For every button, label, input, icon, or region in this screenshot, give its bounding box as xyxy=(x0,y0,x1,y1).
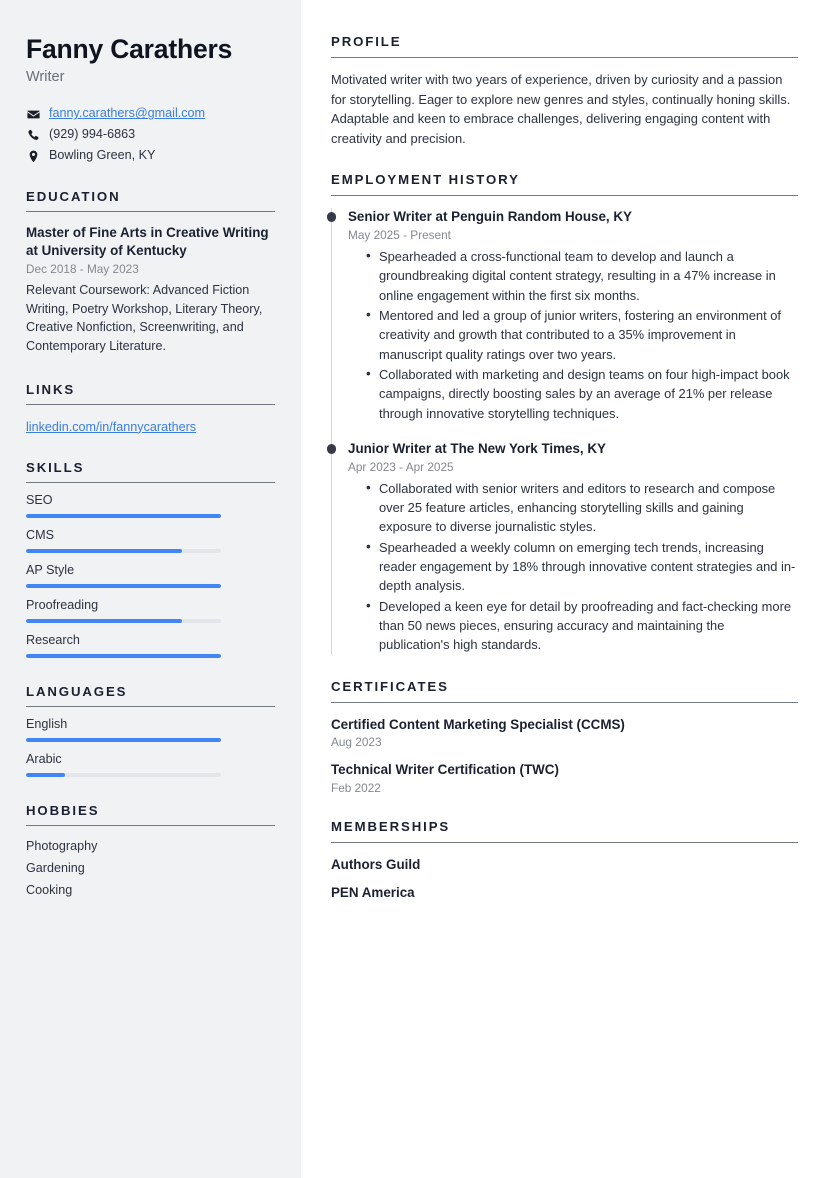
certificate-title: Certified Content Marketing Specialist (CCMS) xyxy=(331,716,625,732)
candidate-name: Fanny Carathers xyxy=(26,34,233,64)
skill-level-bar xyxy=(26,584,221,588)
membership-item: PEN America xyxy=(331,884,415,900)
languages-heading: LANGUAGES xyxy=(26,684,275,707)
main-column xyxy=(301,0,833,1178)
profile-link[interactable]: linkedin.com/in/fannycarathers xyxy=(26,419,197,434)
employment-entry xyxy=(348,440,798,655)
hobby-item: Photography xyxy=(26,838,98,853)
employment-role: Senior Writer at Penguin Random House, KY xyxy=(348,209,632,225)
employment-dates: May 2025 - Present xyxy=(348,227,451,242)
certificates-heading: CERTIFICATES xyxy=(331,679,798,703)
links-heading: LINKS xyxy=(26,382,275,405)
section-skills xyxy=(26,460,275,658)
envelope-icon xyxy=(26,108,40,121)
skills-list xyxy=(26,493,275,658)
section-hobbies xyxy=(26,803,275,897)
contact-text[interactable]: fanny.carathers@gmail.com xyxy=(49,106,206,121)
profile-text: Motivated writer with two years of experience, driven by curiosity and a passion for storytelling. Eager to explore new genres and styles, continually honing skills. Adaptable and keen to embrace challenges, delivering engaging content with creativity and precision. xyxy=(331,72,791,146)
employment-bullet: • Developed a keen eye for detail by proofreading and fact-checking more than 50 news pieces, ensuring accuracy and maintaining the publication's high standards. xyxy=(379,597,798,655)
skill xyxy=(26,598,275,623)
certificate-entry xyxy=(331,716,798,749)
skill-label: Research xyxy=(26,632,80,647)
section-education xyxy=(26,189,275,356)
membership-item: Authors Guild xyxy=(331,856,421,872)
language xyxy=(26,752,275,777)
contact-text: (929) 994-6863 xyxy=(49,127,136,142)
links-list xyxy=(26,420,275,434)
hobbies-heading: HOBBIES xyxy=(26,803,275,826)
language-level-fill xyxy=(26,773,65,777)
language xyxy=(26,717,275,742)
hobbies-items xyxy=(26,839,275,897)
section-profile xyxy=(331,34,798,148)
skills-heading: SKILLS xyxy=(26,460,275,483)
skill xyxy=(26,563,275,588)
sidebar xyxy=(0,0,301,1178)
employment-bullet: • Spearheaded a cross-functional team to develop and launch a groundbreaking digital content strategy, resulting in a 47% increase in online engagement within the first six months. xyxy=(379,247,798,305)
language-label: English xyxy=(26,716,68,731)
employment-bullet: • Mentored and led a group of junior writers, fostering an environment of creativity and growth that contributed to a 35% improvement in manuscript quality ratings over two years. xyxy=(379,306,798,364)
certificate-date: Feb 2022 xyxy=(331,780,381,795)
skill-level-bar xyxy=(26,549,221,553)
skill-level-bar xyxy=(26,514,221,518)
certificate-entry xyxy=(331,761,798,794)
skill-level-fill xyxy=(26,619,182,623)
timeline-dot-icon xyxy=(327,444,337,454)
skill-label: Proofreading xyxy=(26,597,99,612)
phone-icon xyxy=(26,129,40,142)
language-level-bar xyxy=(26,738,221,742)
employment-entry xyxy=(348,208,798,423)
employment-bullets xyxy=(348,247,798,423)
education-heading: EDUCATION xyxy=(26,189,275,212)
skill-level-fill xyxy=(26,549,182,553)
skill xyxy=(26,528,275,553)
candidate-job-title: Writer xyxy=(26,69,65,86)
employment-heading: EMPLOYMENT HISTORY xyxy=(331,172,798,196)
language-level-fill xyxy=(26,738,221,742)
skill-level-fill xyxy=(26,514,221,518)
education-dates: Dec 2018 - May 2023 xyxy=(26,262,139,277)
skill-label: AP Style xyxy=(26,562,75,577)
memberships-items xyxy=(331,857,798,900)
skill-level-fill xyxy=(26,584,221,588)
section-employment-history xyxy=(331,172,798,654)
certificate-title: Technical Writer Certification (TWC) xyxy=(331,762,559,778)
contact-item xyxy=(26,149,275,163)
education-description: Relevant Coursework: Advanced Fiction Writing, Poetry Workshop, Literary Theory, Creative Nonfiction, Screenwriting, and Contemporary Literature. xyxy=(26,283,263,354)
profile-heading: PROFILE xyxy=(331,34,798,58)
timeline-dot-icon xyxy=(327,212,337,222)
hobby-item: Cooking xyxy=(26,882,73,897)
contact-item[interactable] xyxy=(26,107,275,121)
section-links xyxy=(26,382,275,434)
skill-level-bar xyxy=(26,654,221,658)
section-certificates xyxy=(331,679,798,795)
employment-timeline xyxy=(331,208,798,654)
education-entry xyxy=(26,224,275,356)
certificates-list xyxy=(331,716,798,795)
education-entries xyxy=(26,224,275,356)
memberships-heading: MEMBERSHIPS xyxy=(331,819,798,843)
employment-bullets xyxy=(348,479,798,655)
employment-dates: Apr 2023 - Apr 2025 xyxy=(348,459,454,474)
language-label: Arabic xyxy=(26,751,62,766)
skill xyxy=(26,633,275,658)
contact-item xyxy=(26,128,275,142)
hobby-item: Gardening xyxy=(26,860,85,875)
location-pin-icon xyxy=(26,150,40,163)
employment-bullet: • Spearheaded a weekly column on emerging tech trends, increasing reader engagement by 18% through innovative content strategies and in-depth analysis. xyxy=(379,538,798,596)
skill-label: SEO xyxy=(26,492,53,507)
language-level-bar xyxy=(26,773,221,777)
section-languages xyxy=(26,684,275,777)
skill-level-bar xyxy=(26,619,221,623)
education-degree: Master of Fine Arts in Creative Writing at University of Kentucky xyxy=(26,225,269,259)
languages-list xyxy=(26,717,275,777)
contact-list xyxy=(26,107,275,163)
employment-role: Junior Writer at The New York Times, KY xyxy=(348,441,606,457)
employment-bullet: • Collaborated with senior writers and editors to research and compose over 25 feature articles, enhancing storytelling skills and gaining exposure to diverse journalistic styles. xyxy=(379,479,798,537)
skill xyxy=(26,493,275,518)
skill-label: CMS xyxy=(26,527,54,542)
section-memberships xyxy=(331,819,798,900)
skill-level-fill xyxy=(26,654,221,658)
contact-text: Bowling Green, KY xyxy=(49,148,156,163)
employment-bullet: • Collaborated with marketing and design teams on four high-impact book campaigns, directly boosting sales by an average of 21% per release through innovative storytelling techniques. xyxy=(379,365,798,423)
certificate-date: Aug 2023 xyxy=(331,735,382,750)
